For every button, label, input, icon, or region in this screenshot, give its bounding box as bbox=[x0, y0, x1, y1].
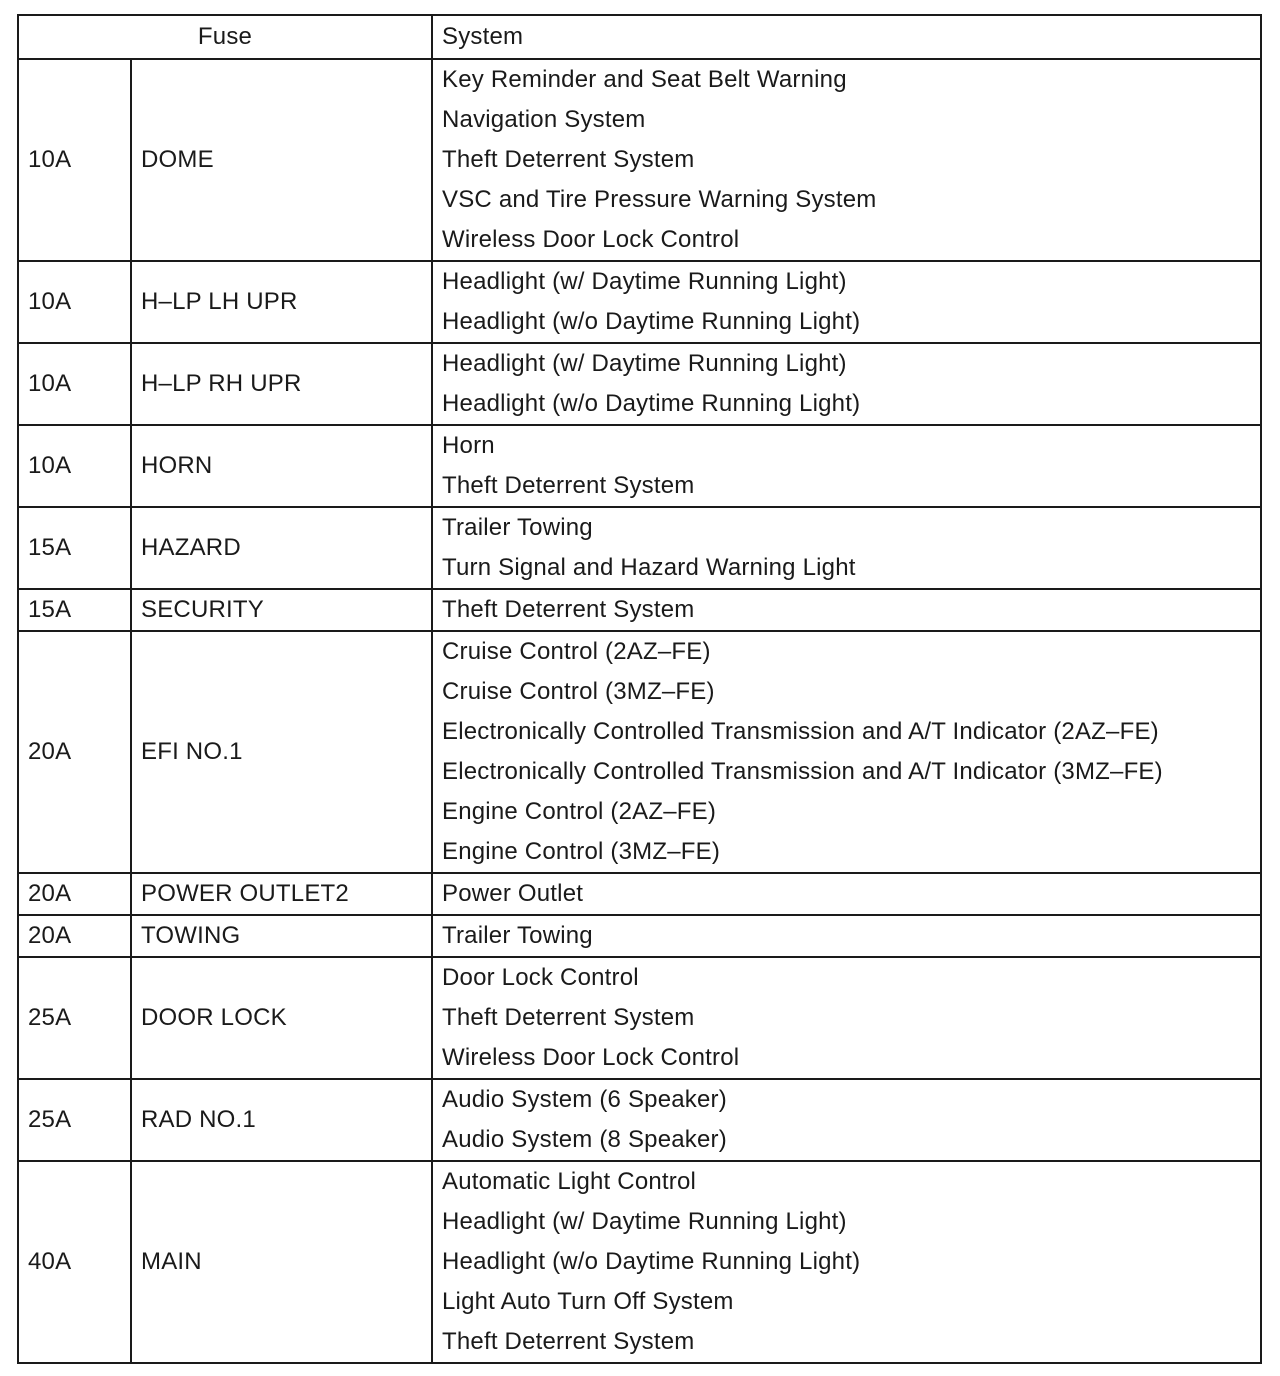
system-item: Electronically Controlled Transmission and A/T Indicator (2AZ–FE) bbox=[442, 718, 1159, 745]
system-item: Theft Deterrent System bbox=[442, 1328, 695, 1355]
table-row bbox=[18, 507, 1261, 589]
fuse-amperage: 10A bbox=[18, 59, 131, 261]
fuse-amperage: 15A bbox=[18, 507, 131, 589]
system-item: Electronically Controlled Transmission and A/T Indicator (3MZ–FE) bbox=[442, 758, 1163, 785]
fuse-amperage: 25A bbox=[18, 957, 131, 1079]
fuse-name: DOME bbox=[131, 59, 432, 261]
fuse-name: POWER OUTLET2 bbox=[131, 873, 432, 915]
system-item: Turn Signal and Hazard Warning Light bbox=[442, 554, 856, 581]
system-item: Theft Deterrent System bbox=[442, 596, 695, 623]
fuse-amperage: 10A bbox=[18, 343, 131, 425]
fuse-name: TOWING bbox=[131, 915, 432, 957]
fuse-amperage: 20A bbox=[18, 873, 131, 915]
fuse-name: EFI NO.1 bbox=[131, 631, 432, 873]
fuse-amperage: 15A bbox=[18, 589, 131, 631]
table-row bbox=[18, 873, 1261, 915]
system-item: Wireless Door Lock Control bbox=[442, 1044, 740, 1071]
fuse-amperage: 10A bbox=[18, 261, 131, 343]
system-item: Horn bbox=[442, 432, 495, 459]
system-item: Power Outlet bbox=[442, 880, 584, 907]
system-item: Navigation System bbox=[442, 106, 646, 133]
fuse-table-body bbox=[18, 59, 1261, 1363]
fuse-name: DOOR LOCK bbox=[131, 957, 432, 1079]
system-item: Cruise Control (2AZ–FE) bbox=[442, 638, 711, 665]
table-row bbox=[18, 1079, 1261, 1161]
system-list bbox=[432, 589, 1261, 631]
system-item: Theft Deterrent System bbox=[442, 1004, 695, 1031]
system-list bbox=[432, 631, 1261, 873]
system-item: Engine Control (2AZ–FE) bbox=[442, 798, 717, 825]
system-item: Audio System (8 Speaker) bbox=[442, 1126, 727, 1153]
fuse-table bbox=[17, 14, 1262, 1364]
fuse-name: MAIN bbox=[131, 1161, 432, 1363]
system-item: Trailer Towing bbox=[442, 514, 593, 541]
system-list bbox=[432, 957, 1261, 1079]
system-item: VSC and Tire Pressure Warning System bbox=[442, 186, 877, 213]
system-item: Trailer Towing bbox=[442, 922, 593, 949]
system-item: Headlight (w/o Daytime Running Light) bbox=[442, 308, 861, 335]
system-list bbox=[432, 425, 1261, 507]
fuse-header: Fuse bbox=[18, 15, 432, 59]
system-item: Headlight (w/o Daytime Running Light) bbox=[442, 390, 861, 417]
fuse-amperage: 25A bbox=[18, 1079, 131, 1161]
header-row bbox=[18, 15, 1261, 59]
fuse-name: SECURITY bbox=[131, 589, 432, 631]
system-list bbox=[432, 873, 1261, 915]
fuse-name: H–LP RH UPR bbox=[131, 343, 432, 425]
system-header: System bbox=[432, 15, 1261, 59]
table-row bbox=[18, 425, 1261, 507]
system-item: Headlight (w/o Daytime Running Light) bbox=[442, 1248, 861, 1275]
system-list bbox=[432, 1161, 1261, 1363]
system-list bbox=[432, 507, 1261, 589]
table-row bbox=[18, 915, 1261, 957]
system-item: Key Reminder and Seat Belt Warning bbox=[442, 66, 847, 93]
system-item: Headlight (w/ Daytime Running Light) bbox=[442, 1208, 847, 1235]
system-list bbox=[432, 59, 1261, 261]
table-row bbox=[18, 59, 1261, 261]
system-item: Headlight (w/ Daytime Running Light) bbox=[442, 350, 847, 377]
system-item: Headlight (w/ Daytime Running Light) bbox=[442, 268, 847, 295]
system-item: Light Auto Turn Off System bbox=[442, 1288, 734, 1315]
table-row bbox=[18, 261, 1261, 343]
system-item: Theft Deterrent System bbox=[442, 472, 695, 499]
system-item: Theft Deterrent System bbox=[442, 146, 695, 173]
system-item: Door Lock Control bbox=[442, 964, 639, 991]
fuse-amperage: 20A bbox=[18, 631, 131, 873]
system-list bbox=[432, 261, 1261, 343]
fuse-amperage: 20A bbox=[18, 915, 131, 957]
system-list bbox=[432, 343, 1261, 425]
fuse-name: HAZARD bbox=[131, 507, 432, 589]
system-item: Wireless Door Lock Control bbox=[442, 226, 740, 253]
table-row bbox=[18, 343, 1261, 425]
system-item: Audio System (6 Speaker) bbox=[442, 1086, 727, 1113]
table-row bbox=[18, 957, 1261, 1079]
system-item: Cruise Control (3MZ–FE) bbox=[442, 678, 715, 705]
table-row bbox=[18, 589, 1261, 631]
system-item: Automatic Light Control bbox=[442, 1168, 697, 1195]
fuse-amperage: 10A bbox=[18, 425, 131, 507]
fuse-amperage: 40A bbox=[18, 1161, 131, 1363]
table-row bbox=[18, 1161, 1261, 1363]
system-list bbox=[432, 915, 1261, 957]
fuse-name: HORN bbox=[131, 425, 432, 507]
fuse-name: H–LP LH UPR bbox=[131, 261, 432, 343]
system-list bbox=[432, 1079, 1261, 1161]
system-item: Engine Control (3MZ–FE) bbox=[442, 838, 721, 865]
fuse-name: RAD NO.1 bbox=[131, 1079, 432, 1161]
table-row bbox=[18, 631, 1261, 873]
